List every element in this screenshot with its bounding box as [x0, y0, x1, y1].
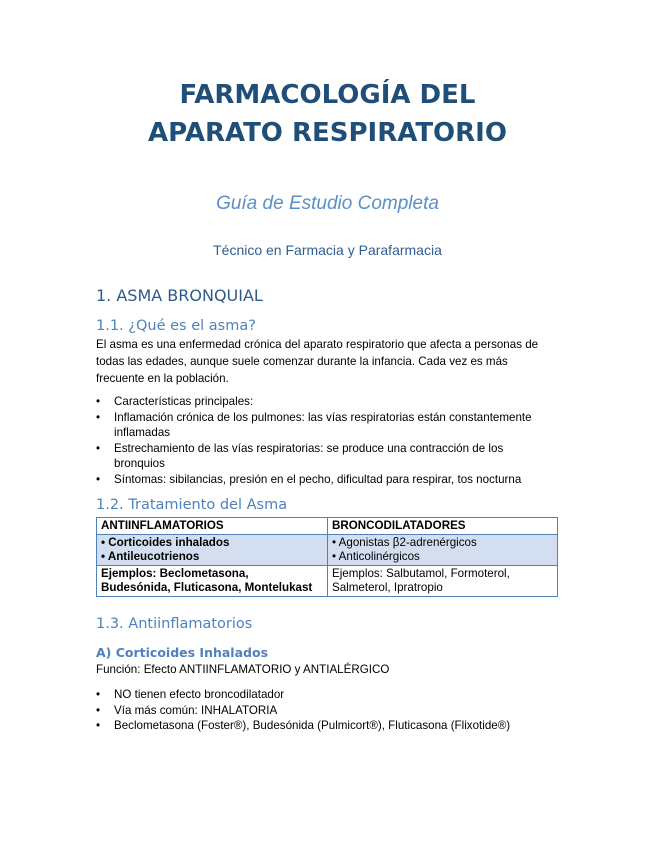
list-item: • Síntomas: sibilancias, presión en el pecho, dificultad para respirar, tos nocturna	[96, 472, 556, 488]
corticoides-list	[96, 687, 556, 734]
subsection-heading-tratamiento: 1.2. Tratamiento del Asma	[96, 497, 288, 513]
treatment-table	[96, 517, 558, 597]
cell-line: • Anticolinérgicos	[332, 550, 420, 563]
cell-line: Budesónida, Fluticasona, Montelukast	[101, 581, 313, 594]
document-title-line-1: FARMACOLOGÍA DEL	[179, 80, 476, 110]
asma-characteristics-list	[96, 394, 556, 488]
cell-line: • Antileucotrienos	[101, 550, 200, 563]
program-name: Técnico en Farmacia y Parafarmacia	[213, 242, 442, 258]
list-item: • Beclometasona (Foster®), Budesónida (Pulmicort®), Fluticasona (Flixotide®)	[96, 718, 556, 734]
table-row	[97, 535, 558, 566]
table-cell	[97, 535, 328, 566]
cell-line: • Corticoides inhalados	[101, 536, 230, 549]
table-header-row	[97, 518, 558, 535]
asma-paragraph	[96, 336, 556, 387]
table-header-antiinflamatorios: ANTIINFLAMATORIOS	[97, 518, 328, 535]
section-heading-asma: 1. ASMA BRONQUIAL	[96, 286, 263, 305]
paragraph-line: todas las edades, aunque suele comenzar durante la infancia. Cada vez es más	[96, 355, 508, 368]
table-header-broncodilatadores: BRONCODILATADORES	[328, 518, 558, 535]
paragraph-line: frecuente en la población.	[96, 372, 229, 385]
subheading-corticoides: A) Corticoides Inhalados	[96, 645, 269, 660]
cell-line: Ejemplos: Beclometasona,	[101, 567, 249, 580]
cell-line: Salmeterol, Ipratropio	[332, 581, 443, 594]
paragraph-line: El asma es una enfermedad crónica del aparato respiratorio que afecta a personas de	[96, 338, 539, 351]
list-item: • Estrechamiento de las vías respiratorias: se produce una contracción de los bronquios	[96, 441, 556, 472]
list-item: • Vía más común: INHALATORIA	[96, 703, 556, 719]
table-row	[97, 566, 558, 597]
list-item: • NO tienen efecto broncodilatador	[96, 687, 556, 703]
list-item: • Características principales:	[96, 394, 556, 410]
function-line: Función: Efecto ANTIINFLAMATORIO y ANTIALÉRGICO	[96, 663, 390, 676]
table-cell	[97, 566, 328, 597]
document-subtitle: Guía de Estudio Completa	[216, 193, 439, 214]
document-title-line-2: APARATO RESPIRATORIO	[148, 118, 507, 148]
cell-line: Ejemplos: Salbutamol, Formoterol,	[332, 567, 510, 580]
table-cell	[328, 566, 558, 597]
list-item: • Inflamación crónica de los pulmones: las vías respiratorias están constantemente inflamadas	[96, 410, 556, 441]
cell-line: • Agonistas β2-adrenérgicos	[332, 536, 477, 549]
subsection-heading-antiinflamatorios: 1.3. Antiinflamatorios	[96, 616, 253, 632]
subsection-heading-que-es: 1.1. ¿Qué es el asma?	[96, 318, 256, 334]
table-cell	[328, 535, 558, 566]
